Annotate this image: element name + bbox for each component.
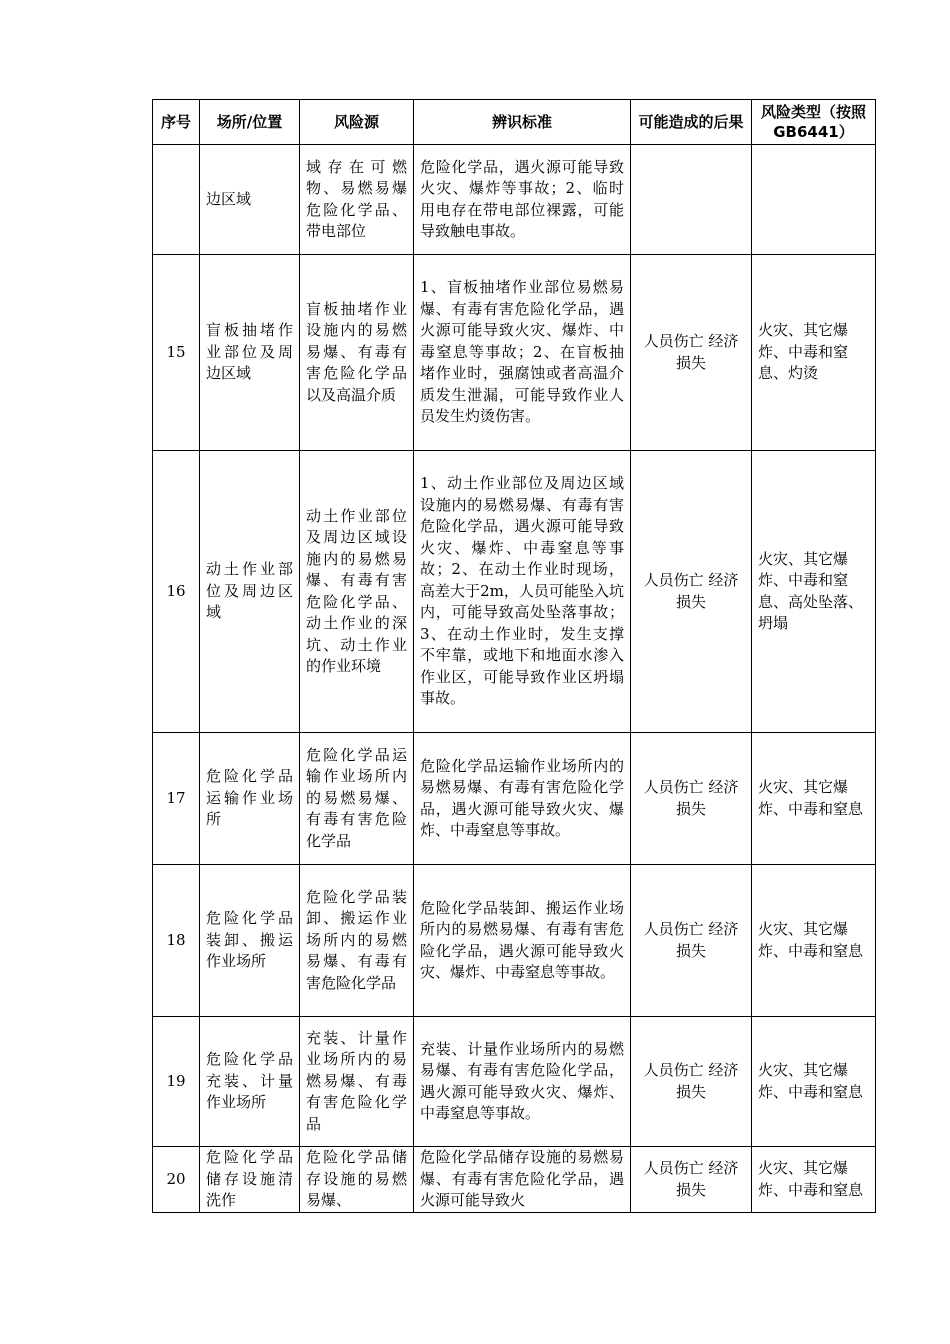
table-row <box>153 145 876 255</box>
row-criteria: 危险化学品储存设施的易燃易爆、有毒有害危险化学品，遇火源可能导致火 <box>414 1147 631 1213</box>
table-row <box>153 1147 876 1213</box>
row-number: 18 <box>153 865 200 1017</box>
row-source: 盲板抽堵作业设施内的易燃易爆、有毒有害危险化学品以及高温介质 <box>300 255 414 451</box>
row-place: 危险化学品储存设施清洗作 <box>200 1147 300 1213</box>
row-consequence: 人员伤亡 经济损失 <box>631 255 752 451</box>
header-place: 场所/位置 <box>200 100 300 145</box>
row-risk-type: 火灾、其它爆炸、中毒和窒息 <box>752 865 876 1017</box>
row-risk-type: 火灾、其它爆炸、中毒和窒息 <box>752 1017 876 1147</box>
row-place: 动土作业部位及周边区域 <box>200 451 300 733</box>
row-risk-type: 火灾、其它爆炸、中毒和窒息、灼烫 <box>752 255 876 451</box>
row-place: 危险化学品装卸、搬运作业场所 <box>200 865 300 1017</box>
row-number: 16 <box>153 451 200 733</box>
row-place: 边区域 <box>200 145 300 255</box>
row-risk-type: 火灾、其它爆炸、中毒和窒息 <box>752 1147 876 1213</box>
row-criteria: 危险化学品，遇火源可能导致火灾、爆炸等事故；2、临时用电存在带电部位裸露，可能导致触电事故。 <box>414 145 631 255</box>
row-consequence <box>631 145 752 255</box>
row-place: 危险化学品充装、计量作业场所 <box>200 1017 300 1147</box>
row-number: 17 <box>153 733 200 865</box>
row-criteria: 1、动土作业部位及周边区域设施内的易燃易爆、有毒有害危险化学品，遇火源可能导致火灾、爆炸、中毒窒息等事故；2、在动土作业时现场，高差大于2m，人员可能坠入坑内，可能导致高处坠落事故；3、在动土作业时，发生支撑不牢靠，或地下和地面水渗入作业区，可能导致作业区坍塌事故。 <box>414 451 631 733</box>
row-number: 19 <box>153 1017 200 1147</box>
table-row <box>153 255 876 451</box>
row-consequence: 人员伤亡 经济损失 <box>631 865 752 1017</box>
table-row <box>153 865 876 1017</box>
row-source: 危险化学品装卸、搬运作业场所内的易燃易爆、有毒有害危险化学品 <box>300 865 414 1017</box>
row-risk-type: 火灾、其它爆炸、中毒和窒息、高处坠落、坍塌 <box>752 451 876 733</box>
row-number: 15 <box>153 255 200 451</box>
header-risk-source: 风险源 <box>300 100 414 145</box>
table-row <box>153 733 876 865</box>
header-number: 序号 <box>153 100 200 145</box>
header-risk-type: 风险类型（按照GB6441） <box>752 100 876 145</box>
row-number: 20 <box>153 1147 200 1213</box>
row-criteria: 危险化学品运输作业场所内的易燃易爆、有毒有害危险化学品，遇火源可能导致火灾、爆炸、中毒窒息等事故。 <box>414 733 631 865</box>
row-source: 危险化学品运输作业场所内的易燃易爆、有毒有害危险化学品 <box>300 733 414 865</box>
row-consequence: 人员伤亡 经济损失 <box>631 733 752 865</box>
row-criteria: 充装、计量作业场所内的易燃易爆、有毒有害危险化学品，遇火源可能导致火灾、爆炸、中毒窒息等事故。 <box>414 1017 631 1147</box>
table-row <box>153 1017 876 1147</box>
row-source: 危险化学品储存设施的易燃易爆、 <box>300 1147 414 1213</box>
row-risk-type <box>752 145 876 255</box>
row-place: 危险化学品运输作业场所 <box>200 733 300 865</box>
row-source: 充装、计量作业场所内的易燃易爆、有毒有害危险化学品 <box>300 1017 414 1147</box>
risk-identification-table <box>152 99 876 1213</box>
row-consequence: 人员伤亡 经济损失 <box>631 451 752 733</box>
header-consequence: 可能造成的后果 <box>631 100 752 145</box>
row-criteria: 1、盲板抽堵作业部位易燃易爆、有毒有害危险化学品，遇火源可能导致火灾、爆炸、中毒窒息等事故；2、在盲板抽堵作业时，强腐蚀或者高温介质发生泄漏，可能导致作业人员发生灼烫伤害。 <box>414 255 631 451</box>
row-risk-type: 火灾、其它爆炸、中毒和窒息 <box>752 733 876 865</box>
table-header-row <box>153 100 876 145</box>
row-place: 盲板抽堵作业部位及周边区域 <box>200 255 300 451</box>
table-row <box>153 451 876 733</box>
row-consequence: 人员伤亡 经济损失 <box>631 1147 752 1213</box>
row-consequence: 人员伤亡 经济损失 <box>631 1017 752 1147</box>
row-source: 域存在可燃物、易燃易爆危险化学品、带电部位 <box>300 145 414 255</box>
row-number <box>153 145 200 255</box>
header-criteria: 辨识标准 <box>414 100 631 145</box>
row-criteria: 危险化学品装卸、搬运作业场所内的易燃易爆、有毒有害危险化学品，遇火源可能导致火灾、爆炸、中毒窒息等事故。 <box>414 865 631 1017</box>
row-source: 动土作业部位及周边区域设施内的易燃易爆、有毒有害危险化学品、动土作业的深坑、动土作业的作业环境 <box>300 451 414 733</box>
